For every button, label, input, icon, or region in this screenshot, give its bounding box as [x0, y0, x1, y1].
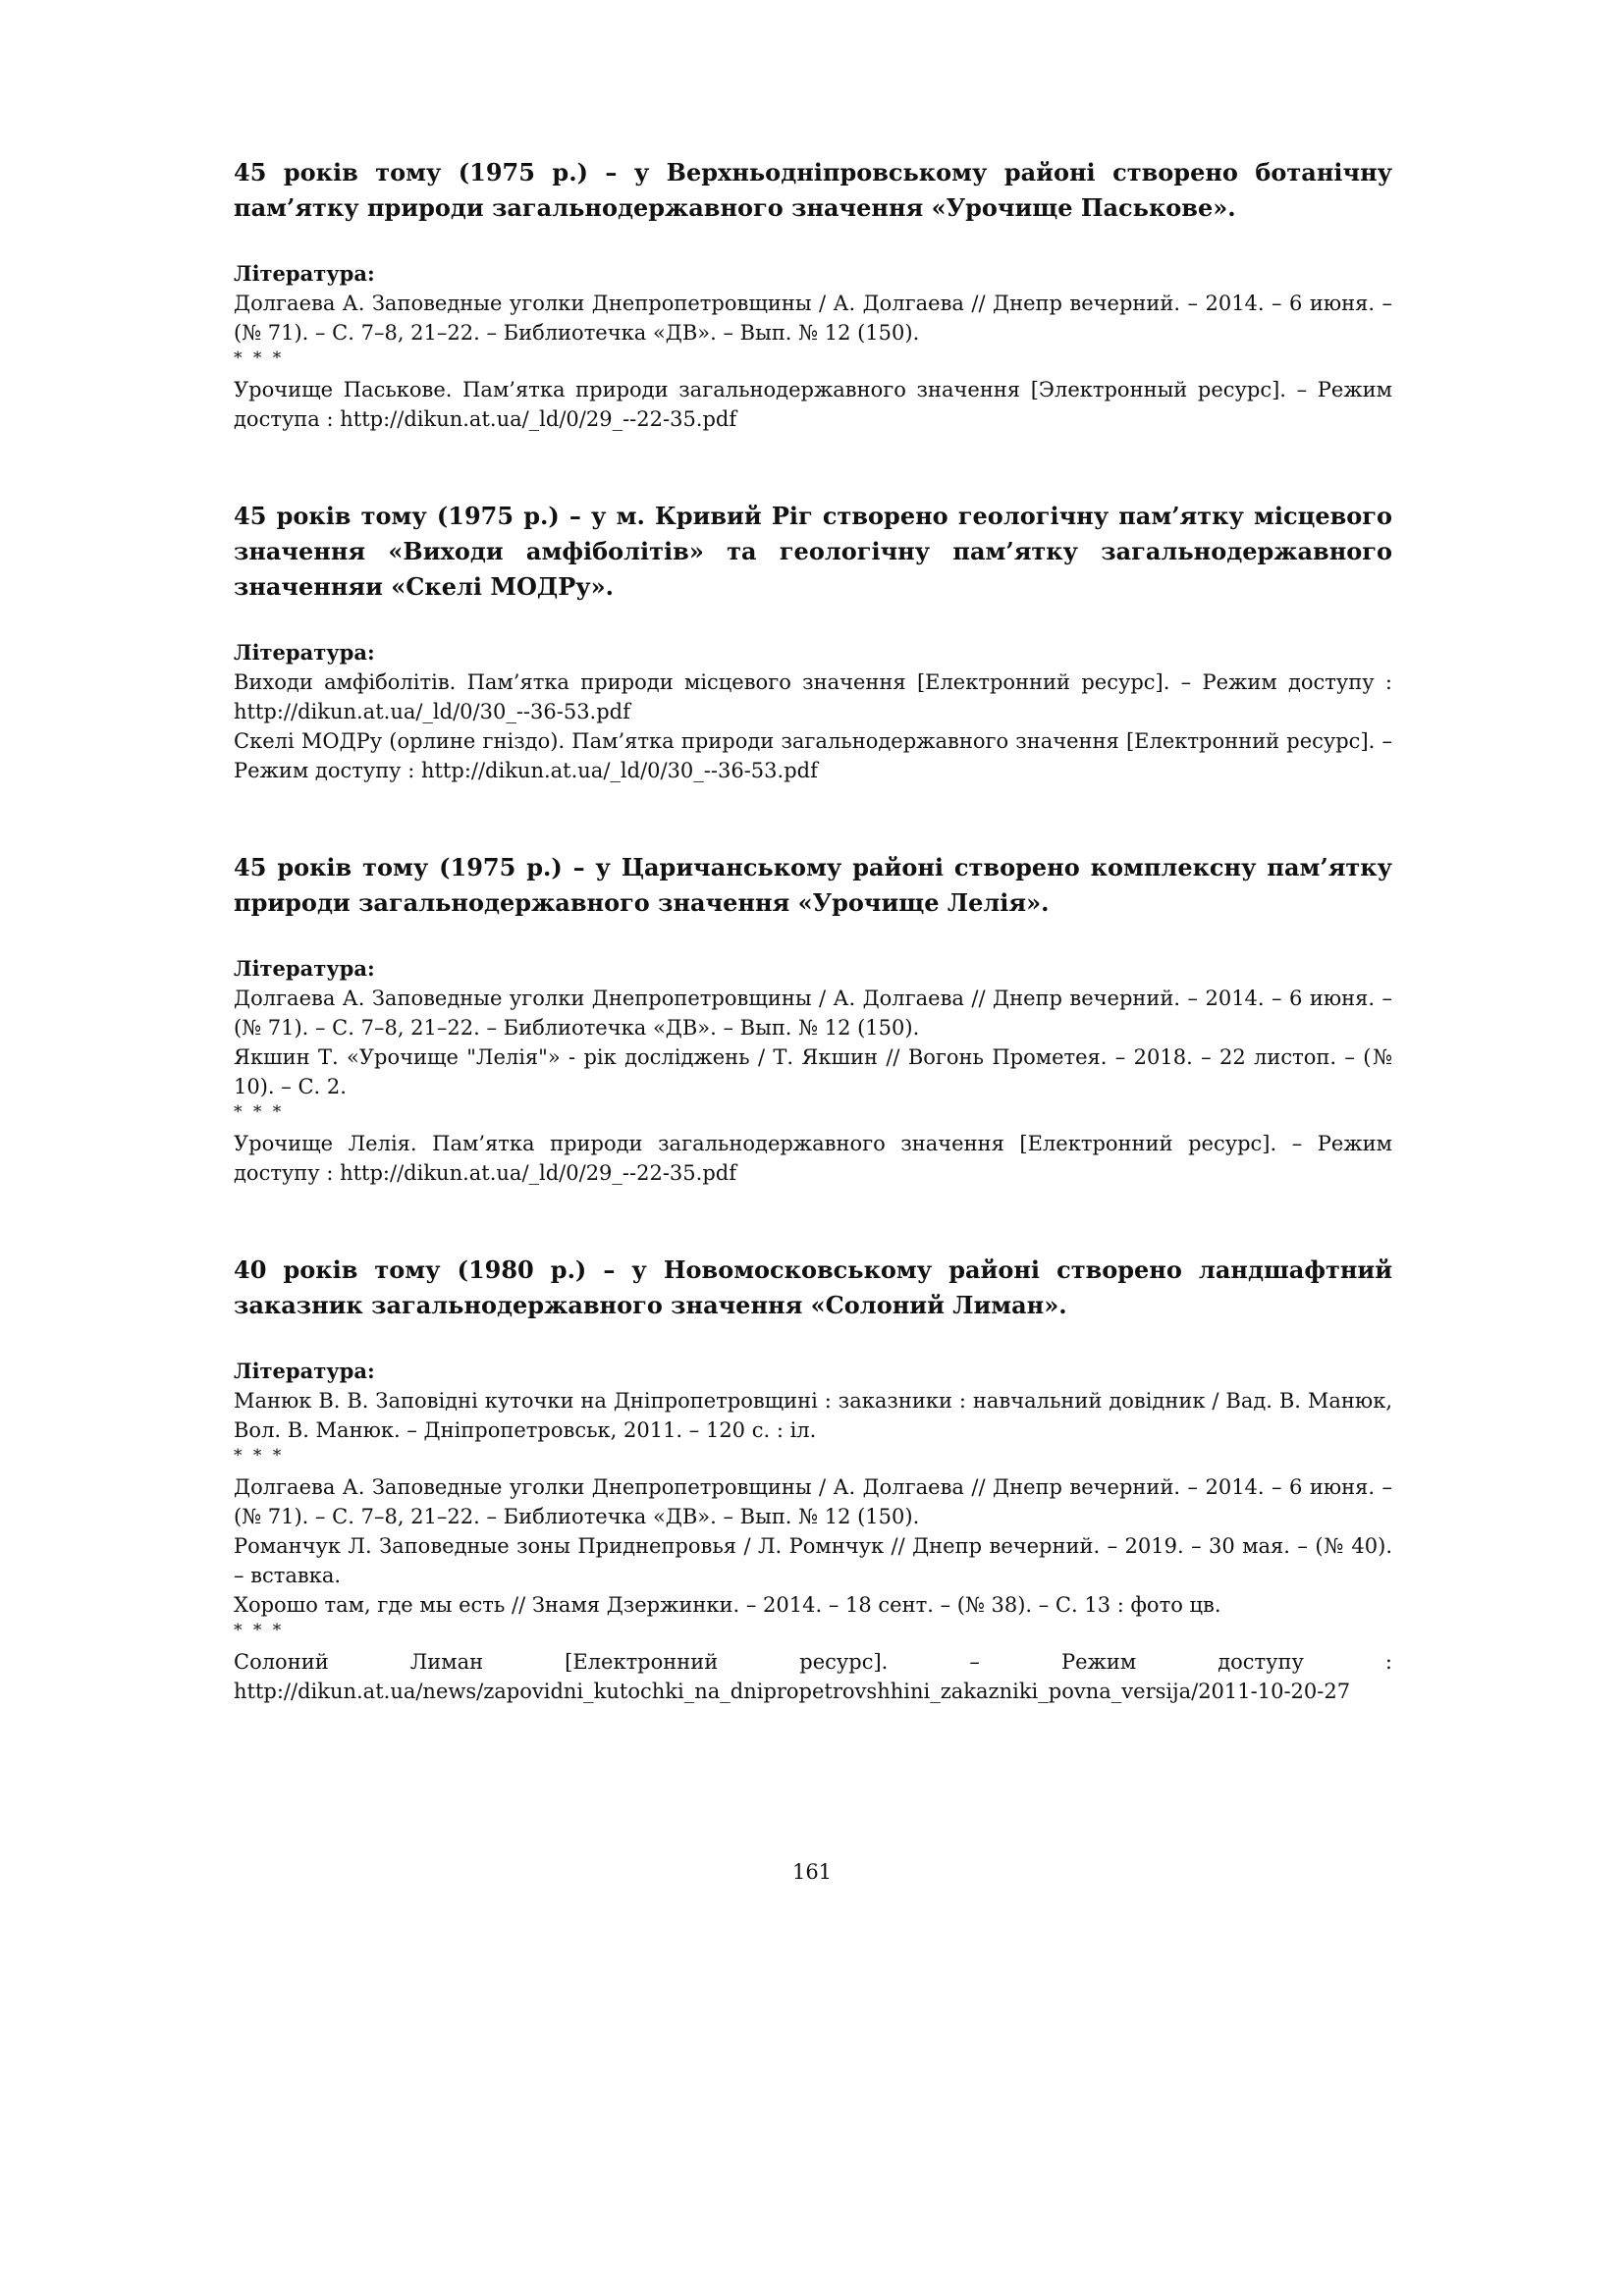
bibliography-entry: Урочище Паськове. Пам’ятка природи загальнодержавного значення [Электронный ресурс]. – Режим доступа : http://dikun.at.ua/_ld/0/29_--22-35.pdf	[234, 378, 1392, 431]
section-heading: 45 років тому (1975 р.) – у м. Кривий Ріг створено геологічну пам’ятку місцевого значення «Виходи амфіболітів» та геологічну пам’ятку загальнодержавного значенняи «Скелі МОДРу».	[234, 502, 1392, 601]
bibliography-entry: Урочище Лелія. Пам’ятка природи загальнодержавного значення [Електронний ресурс]. – Режим доступу : http://dikun.at.ua/_ld/0/29_--22-35.pdf	[234, 1132, 1392, 1185]
section-heading: 45 років тому (1975 р.) – у Царичанському районі створено комплексну пам’ятку природи загальнодержавного значення «Урочище Лелія».	[234, 853, 1392, 917]
separator-stars: * * *	[234, 348, 285, 368]
separator-stars: * * *	[234, 1102, 285, 1122]
literature-label: Література:	[234, 261, 375, 286]
bibliography-entry: Манюк В. В. Заповідні куточки на Дніпропетровщині : заказники : навчальний довідник / Вад. В. Манюк, Вол. В. Манюк. – Дніпропетровськ, 2011. – 120 с. : іл.	[234, 1389, 1392, 1442]
section-heading: 40 років тому (1980 р.) – у Новомосковському районі створено ландшафтний заказник загальнодержавного значення «Солоний Лиман».	[234, 1255, 1392, 1319]
literature-label: Література:	[234, 956, 375, 981]
section-pasky	[234, 155, 1392, 434]
bibliography-entry: Солоний Лиман [Електронний ресурс]. – Режим доступу : http://dikun.at.ua/news/zapovidni_kutochki_na_dnipropetrovshhini_zakazniki_povna_versija/2011-10-20-27	[234, 1650, 1392, 1703]
separator-stars: * * *	[234, 1621, 285, 1640]
bibliography-entry: Долгаева А. Заповедные уголки Днепропетровщины / А. Долгаева // Днепр вечерний. – 2014. – 6 июня. – (№ 71). – С. 7–8, 21–22. – Библиотечка «ДВ». – Вып. № 12 (150).	[234, 987, 1392, 1040]
bibliography-entry: Виходи амфіболітів. Пам’ятка природи місцевого значення [Електронний ресурс]. – Режим доступу : http://dikun.at.ua/_ld/0/30_--36-53.pdf	[234, 670, 1392, 723]
section-leliia	[234, 850, 1392, 1188]
bibliography-entry: Романчук Л. Заповедные зоны Приднепровья / Л. Ромнчук // Днепр вечерний. – 2019. – 30 мая. – (№ 40). – вставка.	[234, 1534, 1392, 1587]
page-content	[234, 155, 1392, 1771]
section-heading: 45 років тому (1975 р.) – у Верхньодніпровському районі створено ботанічну пам’ятку природи загальнодержавного значення «Урочище Паськове».	[234, 158, 1392, 222]
bibliography-entry: Хорошо там, где мы есть // Знамя Дзержинки. – 2014. – 18 сент. – (№ 38). – С. 13 : фото цв.	[234, 1593, 1221, 1617]
bibliography-entry: Скелі МОДРу (орлине гніздо). Пам’ятка природи загальнодержавного значення [Електронний ресурс]. – Режим доступу : http://dikun.at.ua/_ld/0/30_--36-53.pdf	[234, 729, 1392, 782]
page-number: 161	[791, 1860, 833, 1884]
section-solonyi-lyman	[234, 1253, 1392, 1706]
literature-label: Література:	[234, 640, 375, 665]
bibliography-entry: Долгаева А. Заповедные уголки Днепропетровщины / А. Долгаева // Днепр вечерний. – 2014. – 6 июня. – (№ 71). – С. 7–8, 21–22. – Библиотечка «ДВ». – Вып. № 12 (150).	[234, 292, 1392, 345]
bibliography-entry: Якшин Т. «Урочище "Лелія"» - рік досліджень / Т. Якшин // Вогонь Прометея. – 2018. – 22 листоп. – (№ 10). – С. 2.	[234, 1045, 1392, 1098]
separator-stars: * * *	[234, 1446, 285, 1466]
section-kryvyi-rih	[234, 499, 1392, 785]
literature-label: Література:	[234, 1359, 375, 1383]
bibliography-entry: Долгаева А. Заповедные уголки Днепропетровщины / А. Долгаева // Днепр вечерний. – 2014. – 6 июня. – (№ 71). – С. 7–8, 21–22. – Библиотечка «ДВ». – Вып. № 12 (150).	[234, 1475, 1392, 1528]
